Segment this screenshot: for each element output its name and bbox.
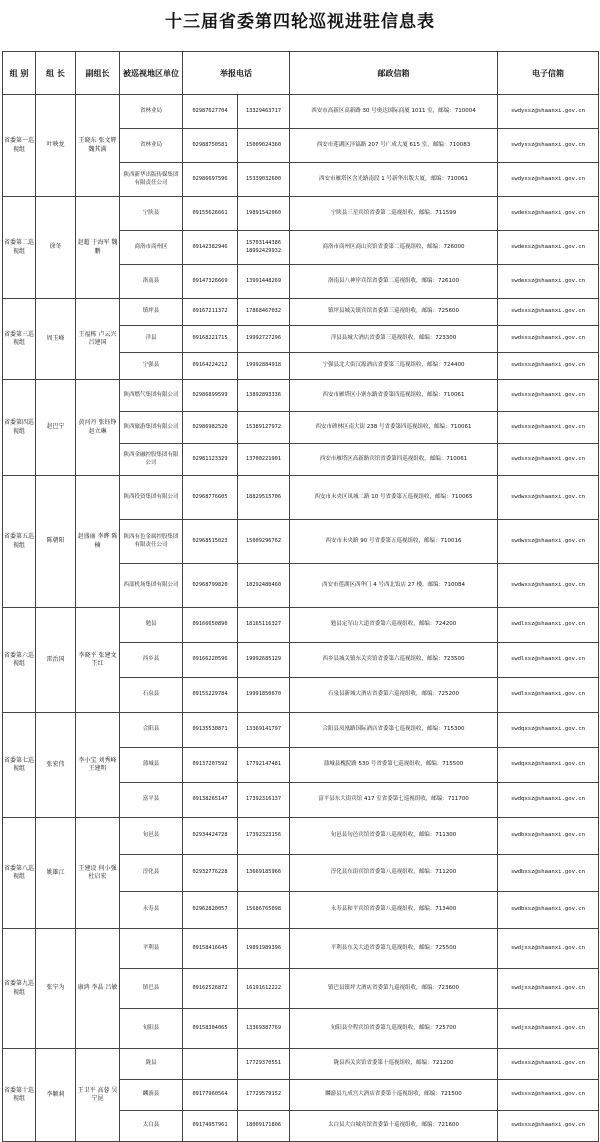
unit-name: 镇坪县 xyxy=(120,299,183,326)
email-address: swdsxsz@shaanxi.gov.cn xyxy=(498,1111,599,1142)
phone-landline: 09137207592 xyxy=(183,748,238,783)
phone-mobile: 19991850670 xyxy=(238,678,290,713)
group-name: 省委第五巡视组 xyxy=(3,476,36,608)
email-address: swdsxsz@shaanxi.gov.cn xyxy=(498,326,599,353)
unit-name: 陕西投资集团有限公司 xyxy=(120,476,183,520)
unit-name: 宁强县 xyxy=(120,353,183,380)
postal-address: 淳化县东街宾馆省委第八巡视组收，邮编：711200 xyxy=(290,855,498,892)
phone-landline: 02987627704 xyxy=(183,95,238,129)
email-address: swdsxsz@shaanxi.gov.cn xyxy=(498,1049,599,1080)
phone-mobile: 19992685129 xyxy=(238,643,290,678)
unit-name: 太白县 xyxy=(120,1111,183,1142)
unit-name: 陕西有色金属控股集团有限责任公司 xyxy=(120,520,183,564)
table-row xyxy=(3,197,599,231)
unit-name: 蒲城县 xyxy=(120,748,183,783)
unit-name: 商洛市商州区 xyxy=(120,231,183,265)
email-address: swdjxsz@shaanxi.gov.cn xyxy=(498,929,599,969)
email-address: swdexsz@shaanxi.gov.cn xyxy=(498,197,599,231)
group-leader: 张宁为 xyxy=(36,929,76,1049)
phone-landline: 09162526872 xyxy=(183,969,238,1009)
group-leader: 姚雄江 xyxy=(36,818,76,929)
unit-name: 旬阳县 xyxy=(120,1009,183,1049)
postal-address: 太白县大白城宾馆省委第十巡视组收，邮编：721600 xyxy=(290,1111,498,1142)
postal-address: 宁强县北大街汉源酒店省委第三巡视组收，邮编：724400 xyxy=(290,353,498,380)
unit-name: 西乡县 xyxy=(120,643,183,678)
postal-address: 西安市碑林区南大街 238 号省委第四巡视组收，邮编：710061 xyxy=(290,412,498,444)
postal-address: 镇坪县城关镇宾馆省委第三巡视组收，邮编：725600 xyxy=(290,299,498,326)
email-address: swdqxsz@shaanxi.gov.cn xyxy=(498,713,599,748)
email-address: swdwxsz@shaanxi.gov.cn xyxy=(498,520,599,564)
phone-landline: 02962820057 xyxy=(183,892,238,929)
unit-name: 富平县 xyxy=(120,783,183,818)
email-address: swdjxsz@shaanxi.gov.cn xyxy=(498,969,599,1009)
email-address: swdlxsz@shaanxi.gov.cn xyxy=(498,643,599,678)
table-row xyxy=(3,818,599,855)
group-deputy: 王卫平 高蓉 吴宁昆 xyxy=(76,1049,120,1142)
phone-mobile: 16191612222 xyxy=(238,969,290,1009)
phone-mobile: 17868467032 xyxy=(238,299,290,326)
unit-name: 淳化县 xyxy=(120,855,183,892)
phone-landline: 09164224212 xyxy=(183,353,238,380)
table-row xyxy=(3,1049,599,1080)
header-mailbox: 邮政信箱 xyxy=(290,52,498,95)
phone-landline: 02988750581 xyxy=(183,129,238,163)
unit-name: 陕西旅游集团有限公司 xyxy=(120,412,183,444)
table-row xyxy=(3,380,599,412)
table-row xyxy=(3,476,599,520)
postal-address: 西安市莲湖区西华门 4 号西北饭店 27 楼，邮编：710084 xyxy=(290,564,498,608)
group-name: 省委第三巡视组 xyxy=(3,299,36,380)
group-leader: 周玉峰 xyxy=(36,299,76,380)
email-address: swdsxsz@shaanxi.gov.cn xyxy=(498,353,599,380)
phone-landline: 09166220596 xyxy=(183,643,238,678)
table-row xyxy=(3,713,599,748)
phone-mobile: 15686765098 xyxy=(238,892,290,929)
unit-name: 陕西新华出版传媒集团有限责任公司 xyxy=(120,163,183,197)
header-unit: 被巡视地区单位 xyxy=(120,52,183,95)
phone-mobile: 19992727296 xyxy=(238,326,290,353)
phone-mobile: 13369387769 xyxy=(238,1009,290,1049)
group-deputy: 王晓东 张文辉 魏其满 xyxy=(76,95,120,197)
unit-name: 合阳县 xyxy=(120,713,183,748)
phone-landline: 09177960564 xyxy=(183,1080,238,1111)
table-row xyxy=(3,929,599,969)
phone-landline: 09142382946 xyxy=(183,231,238,265)
postal-address: 西安市雁塔区含光路南段 1 号新华出版大厦，邮编：710061 xyxy=(290,163,498,197)
phone-mobile: 18829515706 xyxy=(238,476,290,520)
postal-address: 麟游县九成宫大酒店省委第十巡视组收，邮编：721500 xyxy=(290,1080,498,1111)
phone-mobile: 13669185966 xyxy=(238,855,290,892)
unit-name: 石泉县 xyxy=(120,678,183,713)
email-address: swdsxsz@shaanxi.gov.cn xyxy=(498,380,599,412)
group-name: 省委第四巡视组 xyxy=(3,380,36,476)
postal-address: 宁陕县三星宾馆省委第二巡视组收，邮编：711599 xyxy=(290,197,498,231)
email-address: swdqxsz@shaanxi.gov.cn xyxy=(498,748,599,783)
postal-address: 商洛市商州区商山宾馆省委第二巡视组收，邮编：726000 xyxy=(290,231,498,265)
page-title: 十三届省委第四轮巡视进驻信息表 xyxy=(165,12,435,32)
phone-mobile: 15339032600 xyxy=(238,163,290,197)
group-leader: 陈朝阳 xyxy=(36,476,76,608)
postal-address: 旬阳县全程宾馆省委第九巡视组收，邮编：725700 xyxy=(290,1009,498,1049)
postal-address: 镇巴县镇坪大酒店省委第九巡视组收，邮编：723600 xyxy=(290,969,498,1009)
unit-name: 麟游县 xyxy=(120,1080,183,1111)
phone-mobile: 18009171806 xyxy=(238,1111,290,1142)
group-leader: 雷治国 xyxy=(36,608,76,713)
phone-landline: 09158304065 xyxy=(183,1009,238,1049)
phone-landline: 09174957961 xyxy=(183,1111,238,1142)
email-address: swdbxsz@shaanxi.gov.cn xyxy=(498,892,599,929)
phone-mobile: 15703144386 18992429932 xyxy=(238,231,290,265)
header-phone: 举报电话 xyxy=(183,52,290,95)
unit-name: 陕西燃气集团有限公司 xyxy=(120,380,183,412)
phone-landline: 09155229784 xyxy=(183,678,238,713)
email-address: swdsxsz@shaanxi.gov.cn xyxy=(498,412,599,444)
postal-address: 西安市未央区凤城二路 10 号省委第五巡视组收，邮编：710065 xyxy=(290,476,498,520)
phone-mobile: 15009024360 xyxy=(238,129,290,163)
email-address: swdsxsz@shaanxi.gov.cn xyxy=(498,299,599,326)
postal-address: 西安市雁塔区高新路宾馆省委第四巡视组收，邮编：710061 xyxy=(290,444,498,476)
email-address: swdwxsz@shaanxi.gov.cn xyxy=(498,476,599,520)
postal-address: 洋县县城大酒店省委第三巡视组收，邮编：723300 xyxy=(290,326,498,353)
postal-address: 西安市高新区高新路 30 号奥达国际商厦 1011 室，邮编：710004 xyxy=(290,95,498,129)
phone-mobile: 13892893336 xyxy=(238,380,290,412)
email-address: swdsxsz@shaanxi.gov.cn xyxy=(498,1080,599,1111)
phone-landline: 02968799820 xyxy=(183,564,238,608)
unit-name: 省林业局 xyxy=(120,129,183,163)
postal-address: 富平县东大街宾馆 417 室省委第七巡视组收，邮编：711700 xyxy=(290,783,498,818)
phone-landline: 09135530871 xyxy=(183,713,238,748)
phone-landline: 09138265147 xyxy=(183,783,238,818)
email-address: swdexsz@shaanxi.gov.cn xyxy=(498,265,599,299)
postal-address: 西乡县城关镇东关宾馆省委第六巡视组收，邮编：723500 xyxy=(290,643,498,678)
unit-name: 勉县 xyxy=(120,608,183,643)
group-name: 省委第九巡视组 xyxy=(3,929,36,1049)
phone-mobile: 17729579152 xyxy=(238,1080,290,1111)
table-row xyxy=(3,95,599,129)
postal-address: 勉县定军山大道省委第六巡视组收，邮编：724200 xyxy=(290,608,498,643)
group-deputy: 王福栋 卢云兴 吕建国 xyxy=(76,299,120,380)
email-address: swdyxsz@shaanxi.gov.cn xyxy=(498,129,599,163)
email-address: swdqxsz@shaanxi.gov.cn xyxy=(498,783,599,818)
email-address: swdwxsz@shaanxi.gov.cn xyxy=(498,564,599,608)
email-address: swdsxsz@shaanxi.gov.cn xyxy=(498,444,599,476)
group-deputy: 康鸿 李晶 吕敏 xyxy=(76,929,120,1049)
phone-mobile: 13329463717 xyxy=(238,95,290,129)
phone-landline: 02986982520 xyxy=(183,412,238,444)
phone-landline: 02968515023 xyxy=(183,520,238,564)
unit-name: 洋县 xyxy=(120,326,183,353)
header-deputy: 副组长 xyxy=(76,52,120,95)
email-address: swdbxsz@shaanxi.gov.cn xyxy=(498,818,599,855)
group-deputy: 王建设 何小强 杜启宏 xyxy=(76,818,120,929)
group-leader: 徐冬 xyxy=(36,197,76,299)
header-leader: 组 长 xyxy=(36,52,76,95)
email-address: swdexsz@shaanxi.gov.cn xyxy=(498,231,599,265)
postal-address: 旬邑县旬邑宾馆省委第八巡视组收，邮编：711300 xyxy=(290,818,498,855)
phone-mobile: 19992884918 xyxy=(238,353,290,380)
group-name: 省委第六巡视组 xyxy=(3,608,36,713)
unit-name: 省林业局 xyxy=(120,95,183,129)
group-deputy: 李小宝 刘秀峰 王建明 xyxy=(76,713,120,818)
unit-name: 陕西金融控股集团有限公司 xyxy=(120,444,183,476)
unit-name: 镇巴县 xyxy=(120,969,183,1009)
unit-name: 旬邑县 xyxy=(120,818,183,855)
phone-mobile: 17392316137 xyxy=(238,783,290,818)
unit-name: 永寿县 xyxy=(120,892,183,929)
group-name: 省委第一巡视组 xyxy=(3,95,36,197)
phone-landline: 09166650890 xyxy=(183,608,238,643)
phone-landline: 09155626661 xyxy=(183,197,238,231)
postal-address: 陇县西关宾馆省委第十巡视组收，邮编：721200 xyxy=(290,1049,498,1080)
postal-address: 合阳县凤凰路国际酒店省委第七巡视组收，邮编：715300 xyxy=(290,713,498,748)
unit-name: 陇县 xyxy=(120,1049,183,1080)
unit-name: 洛南县 xyxy=(120,265,183,299)
header-email: 电子信箱 xyxy=(498,52,599,95)
group-deputy: 赵超 于海军 魏鹏 xyxy=(76,197,120,299)
postal-address: 西安市未央路 90 号省委第五巡视组收，邮编：710016 xyxy=(290,520,498,564)
phone-mobile: 17392323156 xyxy=(238,818,290,855)
group-name: 省委第八巡视组 xyxy=(3,818,36,929)
group-leader: 张宏伟 xyxy=(36,713,76,818)
phone-landline: 02932776228 xyxy=(183,855,238,892)
table-row xyxy=(3,608,599,643)
postal-address: 石泉县新城大酒店省委第六巡视组收，邮编：725200 xyxy=(290,678,498,713)
phone-mobile: 19891989396 xyxy=(238,929,290,969)
phone-landline: 09147326669 xyxy=(183,265,238,299)
group-leader: 叶映龙 xyxy=(36,95,76,197)
email-address: swdyxsz@shaanxi.gov.cn xyxy=(498,163,599,197)
phone-mobile: 18165116327 xyxy=(238,608,290,643)
postal-address: 蒲城县槐院路 530 号省委第七巡视组收，邮编：715500 xyxy=(290,748,498,783)
postal-address: 西安市莲湖区沣镐路 207 号广成大厦 615 室，邮编：710083 xyxy=(290,129,498,163)
phone-landline: 09167211372 xyxy=(183,299,238,326)
inspection-info-table xyxy=(2,51,599,1142)
table-row xyxy=(3,299,599,326)
phone-mobile: 17729370551 xyxy=(238,1049,290,1080)
unit-name: 平利县 xyxy=(120,929,183,969)
phone-mobile: 18292480460 xyxy=(238,564,290,608)
postal-address: 洛南县八神岸宾馆省委第二巡视组收，邮编：726100 xyxy=(290,265,498,299)
group-deputy: 赵盛丽 李晔 陈楠 xyxy=(76,476,120,608)
email-address: swdyxsz@shaanxi.gov.cn xyxy=(498,95,599,129)
phone-mobile: 17792147481 xyxy=(238,748,290,783)
email-address: swdbxsz@shaanxi.gov.cn xyxy=(498,855,599,892)
email-address: swdlxsz@shaanxi.gov.cn xyxy=(498,678,599,713)
phone-mobile: 13991448269 xyxy=(238,265,290,299)
group-name: 省委第二巡视组 xyxy=(3,197,36,299)
phone-landline: 02934424728 xyxy=(183,818,238,855)
postal-address: 永寿县和平宾馆省委第八巡视组收，邮编：713400 xyxy=(290,892,498,929)
phone-landline: 02986697596 xyxy=(183,163,238,197)
email-address: swdjxsz@shaanxi.gov.cn xyxy=(498,1009,599,1049)
phone-landline: 09158416645 xyxy=(183,929,238,969)
phone-mobile: 19891542060 xyxy=(238,197,290,231)
header-row xyxy=(3,52,599,95)
group-name: 省委第七巡视组 xyxy=(3,713,36,818)
unit-name: 宁陕县 xyxy=(120,197,183,231)
phone-landline xyxy=(183,1049,238,1080)
group-leader: 赵巴宁 xyxy=(36,380,76,476)
postal-address: 平利县东关大道省委第九巡视组收，邮编：725500 xyxy=(290,929,498,969)
phone-landline: 09168221715 xyxy=(183,326,238,353)
phone-mobile: 13700221901 xyxy=(238,444,290,476)
group-deputy: 李晓平 张建文 王红 xyxy=(76,608,120,713)
phone-landline: 02968776605 xyxy=(183,476,238,520)
group-name: 省委第十巡视组 xyxy=(3,1049,36,1142)
phone-landline: 02981123329 xyxy=(183,444,238,476)
phone-mobile: 13369141797 xyxy=(238,713,290,748)
phone-landline: 02986899599 xyxy=(183,380,238,412)
group-leader: 李颖莉 xyxy=(36,1049,76,1142)
email-address: swdlxsz@shaanxi.gov.cn xyxy=(498,608,599,643)
unit-name: 西部机场集团有限公司 xyxy=(120,564,183,608)
postal-address: 西安市雁塔区小寨东路省委第四巡视组收，邮编：710061 xyxy=(290,380,498,412)
header-group: 组 别 xyxy=(3,52,36,95)
phone-mobile: 15009296762 xyxy=(238,520,290,564)
group-deputy: 黄河丹 张钰铮 赵立琳 xyxy=(76,380,120,476)
phone-mobile: 15389127972 xyxy=(238,412,290,444)
